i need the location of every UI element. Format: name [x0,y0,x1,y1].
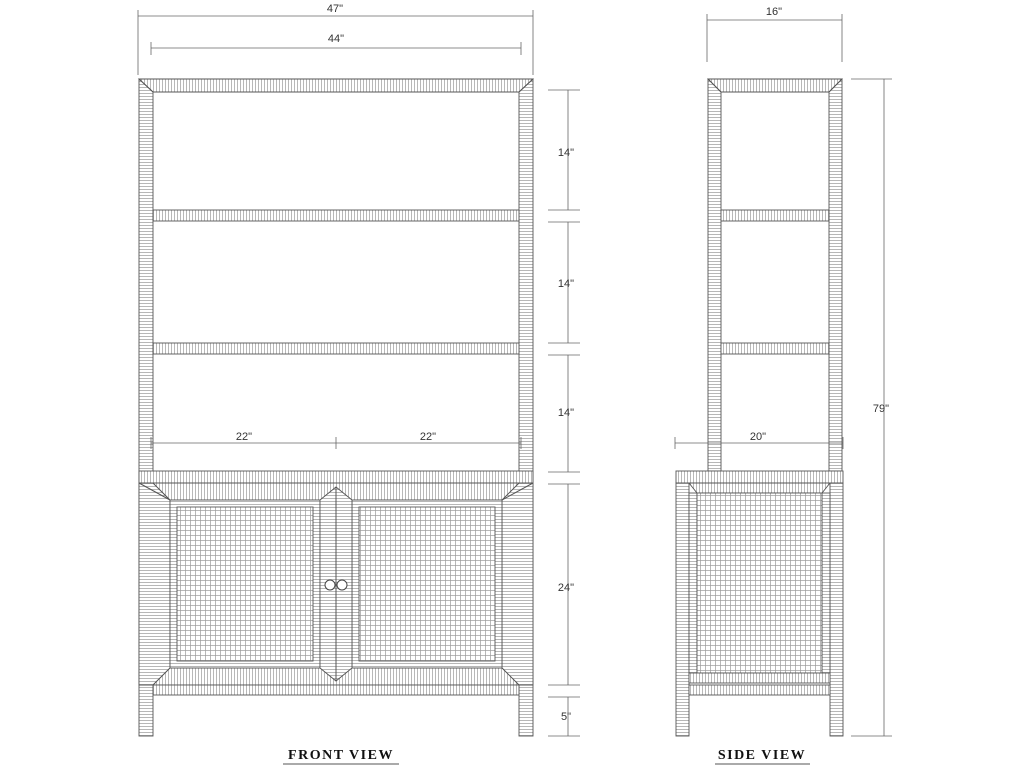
left-door[interactable] [170,500,320,668]
base-depth-label: 20" [749,431,767,443]
side-cabinet-front-post [676,483,689,736]
right-door-cane-panel [359,507,495,661]
side-cabinet-back-post [830,483,843,736]
side-overall-height-dimension [851,79,892,736]
shelf-2-height-label: 14" [557,278,575,290]
side-back-post [829,79,842,471]
cabinet-top [139,471,533,483]
left-knob[interactable] [325,580,335,590]
shelf-3-height-label: 14" [557,407,575,419]
side-cane-panel [697,493,822,673]
side-front-post [708,79,721,471]
top-rail [139,79,533,92]
door-width-dimension [151,431,521,449]
right-door-width-label: 22" [419,431,437,443]
bottom-stretcher [153,685,519,695]
side-panel-frame-left [689,493,697,673]
shelf-middle [153,343,519,354]
inner-width-label: 44" [327,33,345,45]
right-knob[interactable] [337,580,347,590]
front-view-title: FRONT VIEW [288,748,394,763]
side-top-rail [708,79,842,92]
side-shelf-upper [721,210,829,221]
shelf-upper [153,210,519,221]
side-view [675,6,892,764]
shelf-1-height-label: 14" [557,147,575,159]
top-depth-label: 16" [765,6,783,18]
side-panel-frame-top [689,483,830,493]
front-height-dimensions [548,90,580,736]
leg-height-label: 5" [560,711,572,723]
cabinet-height-label: 24" [557,582,575,594]
front-inner-width-dimension [151,33,521,55]
right-door[interactable] [352,500,502,668]
side-base-depth-dimension [675,431,843,449]
cabinet-frame-left [139,483,170,685]
side-cabinet-top [676,471,843,483]
left-door-width-label: 22" [235,431,253,443]
side-bottom-stretcher [689,685,830,695]
front-view [138,3,580,764]
side-top-depth-dimension [707,6,842,62]
overall-height-label: 79" [872,403,890,415]
side-view-title: SIDE VIEW [717,748,807,763]
cabinet-frame-right [502,483,533,685]
overall-width-label: 47" [326,3,344,15]
side-panel-frame-bottom [689,673,830,683]
side-shelf-middle [721,343,829,354]
left-door-cane-panel [177,507,313,661]
side-panel-frame-right [822,493,830,673]
